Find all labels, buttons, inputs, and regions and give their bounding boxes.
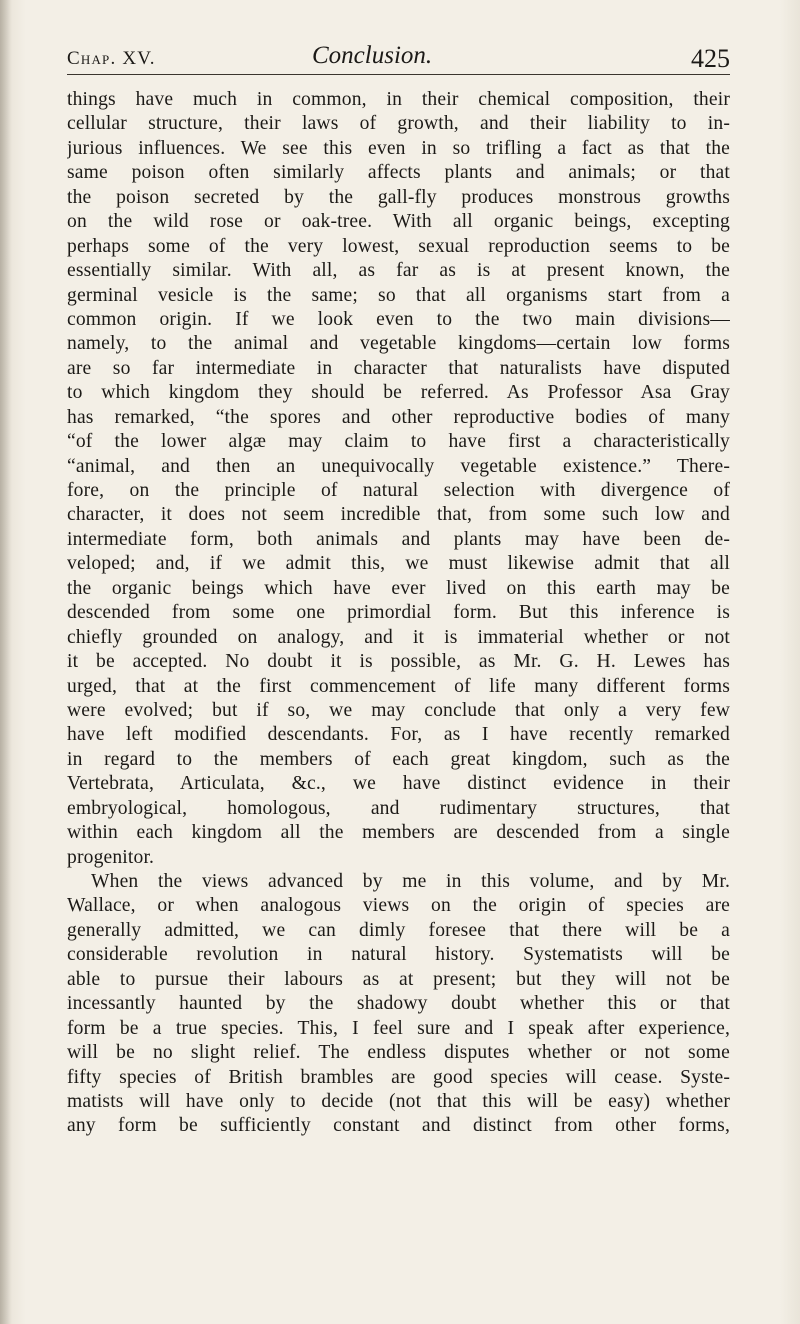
body-text	[67, 88, 730, 1139]
text-line: incessantly haunted by the shadowy doubt whether this or that	[67, 993, 730, 1015]
text-line: perhaps some of the very lowest, sexual reproduction seems to be	[67, 235, 730, 257]
chapter-label: Chap. XV.	[67, 48, 156, 69]
text-line: Vertebrata, Articulata, &c., we have distinct evidence in their	[67, 773, 730, 795]
text-line: fore, on the principle of natural selection with divergence of	[67, 480, 730, 501]
text-line: are so far intermediate in character that naturalists have disputed	[67, 357, 730, 379]
gutter-shadow	[0, 0, 12, 1324]
text-line: descended from some one primordial form. But this inference is	[67, 602, 730, 624]
text-line: chiefly grounded on analogy, and it is immaterial whether or not	[67, 626, 730, 648]
text-line: to which kingdom they should be referred. As Professor Asa Gray	[67, 382, 730, 404]
paragraph-start-line: When the views advanced by me in this volume, and by Mr.	[91, 871, 730, 892]
text-line: it be accepted. No doubt it is possible, as Mr. G. H. Lewes has	[67, 651, 730, 673]
text-line: considerable revolution in natural history. Systematists will be	[67, 944, 730, 966]
text-line: fifty species of British brambles are good species will cease. Syste-	[67, 1066, 730, 1088]
text-line: generally admitted, we can dimly foresee that there will be a	[67, 919, 730, 941]
text-line: germinal vesicle is the same; so that all organisms start from a	[67, 284, 730, 306]
text-line: same poison often similarly affects plants and animals; or that	[67, 162, 730, 184]
section-title: Conclusion.	[312, 42, 433, 69]
text-line: urged, that at the first commencement of life many different forms	[67, 675, 730, 697]
text-line: jurious influences. We see this even in so trifling a fact as that the	[67, 137, 730, 159]
text-line: things have much in common, in their chemical composition, their	[67, 89, 730, 110]
text-line: were evolved; but if so, we may conclude that only a very few	[67, 699, 730, 721]
text-line: cellular structure, their laws of growth, and their liability to in-	[67, 113, 730, 135]
text-line: essentially similar. With all, as far as is at present known, the	[67, 260, 730, 282]
text-line: namely, to the animal and vegetable kingdoms—certain low forms	[67, 333, 730, 355]
text-line: in regard to the members of each great kingdom, such as the	[67, 748, 730, 770]
text-line: matists will have only to decide (not that this will be easy) whether	[67, 1090, 730, 1112]
text-line: “of the lower algæ may claim to have first a characteristically	[67, 431, 730, 453]
text-line: has remarked, “the spores and other reproductive bodies of many	[67, 406, 730, 428]
text-line: on the wild rose or oak-tree. With all organic beings, excepting	[67, 211, 730, 233]
text-line: intermediate form, both animals and plants may have been de-	[67, 528, 730, 550]
text-line: will be no slight relief. The endless disputes whether or not some	[67, 1042, 730, 1064]
paragraph-end-line: progenitor.	[67, 846, 155, 868]
text-line: the poison secreted by the gall-fly produces monstrous growths	[67, 186, 730, 208]
text-line: “animal, and then an unequivocally vegetable existence.” There-	[67, 455, 730, 477]
text-line: character, it does not seem incredible that, from some such low and	[67, 504, 730, 526]
text-line: Wallace, or when analogous views on the origin of species are	[67, 895, 730, 917]
text-line: have left modified descendants. For, as I have recently remarked	[67, 724, 730, 746]
text-line: embryological, homologous, and rudimentary structures, that	[67, 797, 730, 819]
running-header	[67, 42, 730, 82]
text-line: any form be sufficiently constant and distinct from other forms,	[67, 1115, 730, 1137]
text-line: within each kingdom all the members are descended from a single	[67, 822, 730, 844]
text-line: veloped; and, if we admit this, we must likewise admit that all	[67, 553, 730, 575]
header-rule	[67, 74, 730, 75]
page-number: 425	[691, 44, 730, 73]
text-line: able to pursue their labours as at present; but they will not be	[67, 968, 730, 990]
text-line: common origin. If we look even to the two main divisions—	[67, 308, 730, 330]
text-line: the organic beings which have ever lived on this earth may be	[67, 577, 730, 599]
text-line: form be a true species. This, I feel sure and I speak after experience,	[67, 1017, 730, 1039]
